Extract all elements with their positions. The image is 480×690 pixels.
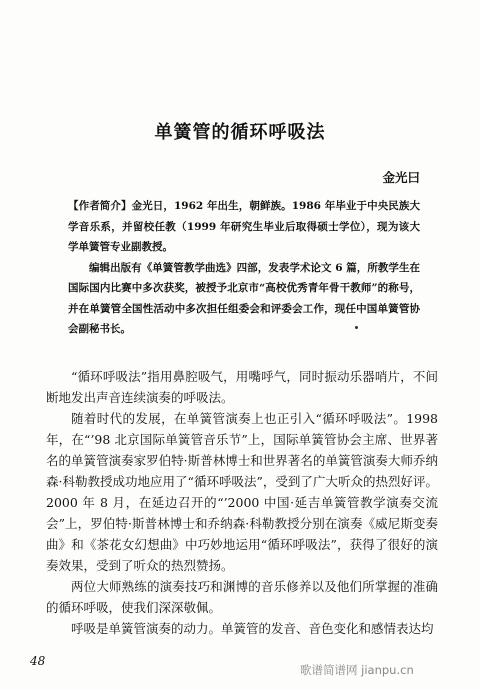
article-body [46, 366, 438, 639]
body-paragraph-2: 随着时代的发展，在单簧管演奏上也正引入“循环呼吸法”。1998 年，在“’98 北京国际单簧管音乐节”上，国际单簧管协会主席、世界著名的单簧管演奏家罗伯特·斯普林博士和世界著名的单簧管演奏大师乔纳森·科勒教授成功地应用了“循环呼吸法”，受到了广大听众的热烈好评。2000 年 8 月，在延边召开的“’2000 中国·延吉单簧管教学演奏交流会”上，罗伯特·斯普林博士和乔纳森·科勒教授分别在演奏《威尼斯变奏曲》和《茶花女幻想曲》中巧妙地运用“循环呼吸法”，获得了很好的演奏效果，受到了听众的热烈赞扬。 [46, 411, 438, 573]
article-title: 单簧管的循环呼吸法 [154, 122, 326, 143]
intro-paragraph-1 [68, 196, 420, 258]
author-introduction [68, 196, 420, 340]
decorative-dot [355, 326, 358, 329]
body-paragraph-1: “循环呼吸法”指用鼻腔吸气，用嘴呼气，同时振动乐器哨片，不间断地发出声音连续演奏的呼吸法。 [46, 369, 438, 405]
body-paragraph-3: 两位大师熟练的演奏技巧和渊博的音乐修养以及他们所掌握的准确的循环呼吸，使我们深深敬佩。 [46, 579, 438, 615]
site-watermark[interactable]: 歌谱简谱网 jianpu.cn [300, 663, 414, 677]
author-name: 金光曰 [382, 170, 420, 185]
body-paragraph-4: 呼吸是单簧管演奏的动力。单簧管的发音、音色变化和感情表达均 [71, 621, 434, 636]
page-number: 48 [30, 654, 46, 668]
intro-paragraph-2: 编辑出版有《单簧管教学曲选》四部，发表学术论文 6 篇，所教学生在国际国内比赛中多次获奖，被授予北京市“高校优秀青年骨干教师”的称号，并在单簧管全国性活动中多次担任组委会和评委会工作，现任中国单簧管协会副秘书长。 [68, 261, 420, 335]
intro-text-1: 金光日，1962 年出生，朝鲜族。1986 年毕业于中央民族大学音乐系，并留校任教（1999 年研究生毕业后取得硕士学位），现为该大学单簧管专业副教授。 [68, 200, 420, 253]
intro-label: 【作者简介】 [68, 200, 132, 212]
